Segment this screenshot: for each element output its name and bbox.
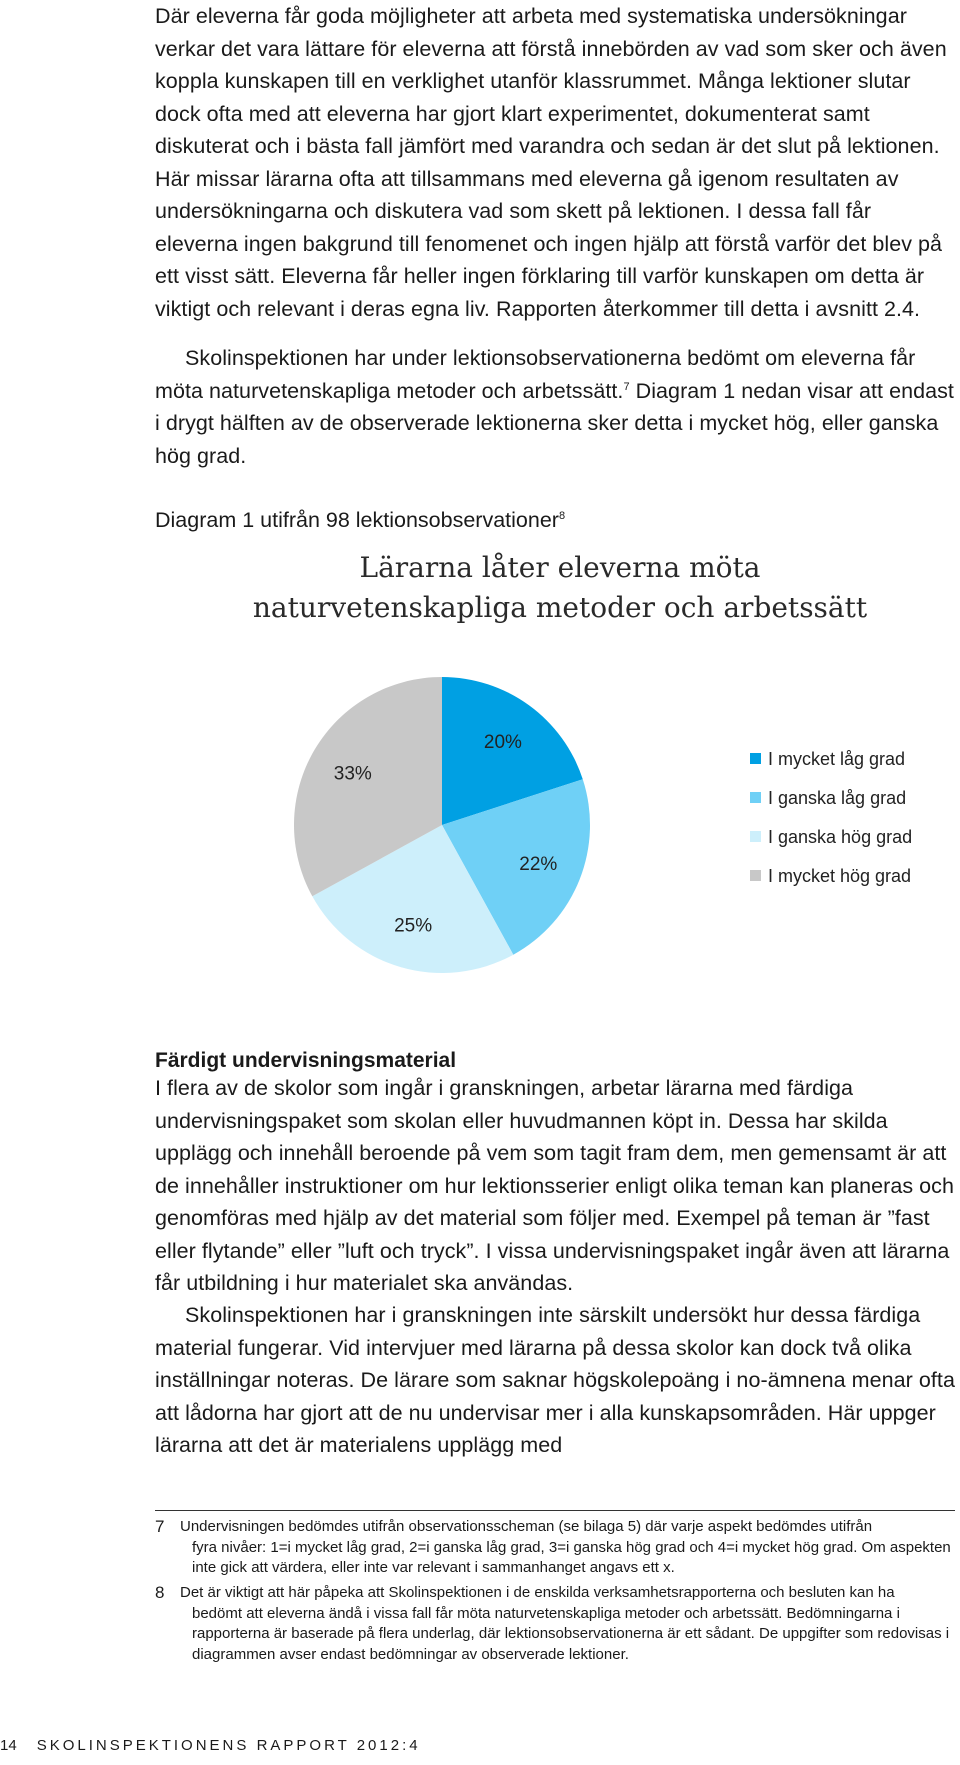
legend-label-3: I ganska hög grad	[768, 827, 913, 847]
legend-swatch-3	[750, 831, 761, 842]
report-title: SKOLINSPEKTIONENS RAPPORT 2012:4	[36, 1737, 421, 1754]
diagram-caption	[155, 505, 565, 535]
footnote-7-first-line: Undervisningen bedömdes utifrån observationsscheman (se bilaga 5) där varje aspekt bedömdes utifrån	[180, 1518, 873, 1535]
body-paragraph-4: Skolinspektionen har i granskningen inte särskilt undersökt hur dessa färdiga material fungerar. Vid intervjuer med lärarna på dessa skolor kan dock två olika inställningar noteras. De lärare som saknar högskolepoäng i no-ämnena menar ofta att lådorna har gjort att de nu undervisar mer i alla kunskapsområden. Här uppger lärarna att det är materialens upplägg med	[155, 1303, 955, 1457]
body-paragraph-2	[155, 342, 955, 472]
footnote-8	[155, 1583, 955, 1665]
legend-swatch-2	[750, 792, 761, 803]
footnote-7-rest: fyra nivåer: 1=i mycket låg grad, 2=i ganska låg grad, 3=i ganska hög grad och 4=i mycket hög grad. Om aspekten inte gick att värdera, eller inte var relevant i sammanhanget angavs ett x.	[192, 1538, 951, 1576]
paragraph-2-text-a: Skolinspektionen har under lektionsobservationerna bedömt om eleverna får möta naturvetenskapliga metoder och arbetssätt.	[155, 346, 916, 403]
footnote-8-number: 8	[155, 1583, 165, 1602]
footnote-7-number: 7	[155, 1517, 165, 1536]
footnote-divider	[155, 1510, 955, 1511]
footnote-7	[155, 1517, 955, 1579]
pie-slice-label-2: 22%	[519, 854, 558, 876]
footnote-ref-8[interactable]: 8	[558, 509, 566, 522]
chart-title	[200, 548, 920, 628]
footnote-8-rest: bedömt att eleverna ändå i vissa fall får möta naturvetenskapliga metoder och arbetssätt. Bedömningarna i rapporterna är baserade på flera underlag, där lektionsobservationerna är ett sådant. De uppgifter som redovisas i diagrammen avser endast bedömningar av observerade lektioner.	[192, 1604, 950, 1663]
pie-chart	[240, 660, 960, 990]
body-paragraph-1: Där eleverna får goda möjligheter att arbeta med systematiska undersökningar verkar det vara lättare för eleverna att förstå innebörden av vad som sker och även koppla kunskapen till en verklighet utanför klassrummet. Många lektioner slutar dock ofta med att eleverna har gjort klart experimentet, dokumenterat samt diskuterat och i bästa fall jämfört med varandra och sedan är det slut på lektionen. Här missar lärarna ofta att tillsammans med eleverna gå igenom resultaten av undersökningarna och diskutera vad som skett på lektionen. I dessa fall får eleverna ingen bakgrund till fenomenet och ingen hjälp att förstå varför det blev på ett visst sätt. Eleverna får heller ingen förklaring till varför kunskapen om detta är viktigt och relevant i deras egna liv. Rapporten återkommer till detta i avsnitt 2.4.	[155, 4, 947, 321]
legend-swatch-4	[750, 870, 761, 881]
footnote-ref-7[interactable]: 7	[623, 380, 630, 393]
legend-label-2: I ganska låg grad	[768, 788, 907, 808]
body-paragraph-3: I flera av de skolor som ingår i granskningen, arbetar lärarna med färdiga undervisningspaket som skolan eller huvudmannen köpt in. Dessa har skilda upplägg och innehåll beroende på vem som tagit fram dem, men gemensamt är att de innehåller instruktioner om hur lektionsserier enligt olika teman kan planeras och genomföras med hjälp av det material som följer med. Exempel på teman är ”fast eller flytande” eller ”luft och tryck”. I vissa undervisningspaket ingår även att lärarna får utbildning i hur materialet ska användas.	[155, 1076, 954, 1295]
section-heading: Färdigt undervisningsmaterial	[155, 1049, 457, 1072]
pie-slice-label-4: 33%	[333, 763, 372, 785]
page-number: 14	[0, 1737, 17, 1754]
pie-slice-label-1: 20%	[483, 732, 522, 754]
footnote-8-first-line: Det är viktigt att här påpeka att Skolinspektionen i de enskilda verksamhetsrapporterna och besluten kan ha	[180, 1584, 895, 1601]
legend-label-4: I mycket hög grad	[768, 866, 912, 886]
chart-title-line-1: Lärarna låter eleverna möta	[359, 551, 761, 584]
legend-swatch-1	[750, 753, 761, 764]
legend-label-1: I mycket låg grad	[768, 749, 906, 769]
diagram-caption-text: Diagram 1 utifrån 98 lektionsobservationer	[155, 508, 559, 532]
pie-slice-label-3: 25%	[394, 915, 433, 937]
page-footer	[0, 1737, 421, 1754]
chart-title-line-2: naturvetenskapliga metoder och arbetssätt	[252, 591, 868, 624]
paragraph-2-text-b: Diagram 1 nedan visar att endast i drygt hälften av de observerade lektionerna sker detta i mycket hög, eller ganska hög grad.	[155, 378, 954, 468]
